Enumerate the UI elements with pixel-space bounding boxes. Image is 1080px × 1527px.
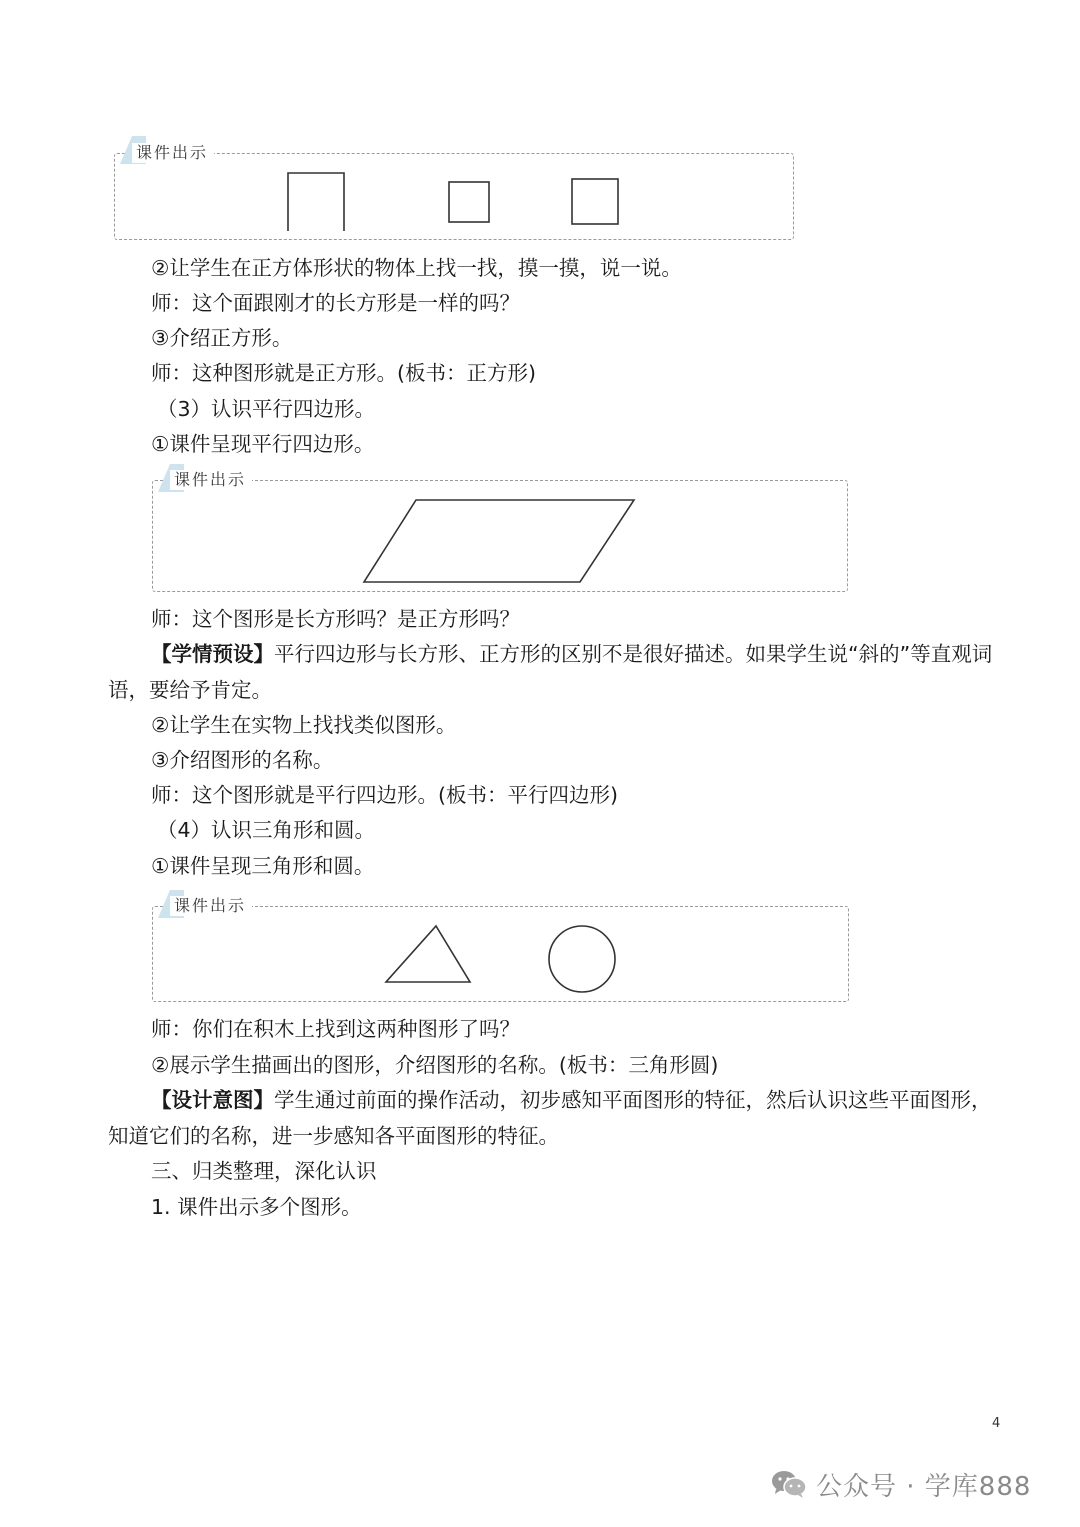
text-line: 师：这个面跟刚才的长方形是一样的吗？ [151,291,520,315]
text-line: 师：这个图形就是平行四边形。(板书：平行四边形) [151,783,618,807]
watermark [770,1464,1031,1504]
text-line: （3）认识平行四边形。 [157,397,376,421]
text-line: ①课件呈现平行四边形。 [151,432,375,456]
design-intent-paragraph [108,1082,1003,1154]
parallelogram-shape [364,500,634,582]
text-line: 师：这种图形就是正方形。(板书：正方形) [151,361,536,385]
section-heading: 三、归类整理，深化认识 [151,1159,377,1183]
text-line: ②让学生在正方体形状的物体上找一找，摸一摸，说一说。 [151,256,682,280]
watermark-text: 公众号 · 学库888 [816,1471,1032,1502]
shapes-box-3 [152,906,849,1002]
square-shape [572,179,618,224]
text-line: ②让学生在实物上找找类似图形。 [151,713,457,737]
wechat-icon [770,1468,808,1500]
preset-tag: 【学情预设】 [151,642,274,666]
circle-shape [549,926,615,992]
triangle-shape [386,926,470,982]
preset-paragraph [108,636,1003,708]
shapes-box-2 [152,480,848,592]
preset-text: 平行四边形与长方形、正方形的区别不是很好描述。如果学生说“斜的”等直观词语，要给予肯定。 [108,642,993,702]
courseware-label: 课件出示 [132,143,214,163]
text-line: 师：你们在积木上找到这两种图形了吗？ [151,1017,520,1041]
page-number: 4 [992,1416,1001,1431]
text-line: ②展示学生描画出的图形，介绍图形的名称。(板书：三角形圆) [151,1053,719,1077]
shapes-box-1 [114,153,794,239]
design-intent-tag: 【设计意图】 [151,1088,274,1112]
text-line: 1. 课件出示多个图形。 [151,1195,362,1219]
text-line: ③介绍图形的名称。 [151,748,334,772]
square-shape [449,182,489,222]
courseware-label: 课件出示 [170,470,252,490]
text-line: ①课件呈现三角形和圆。 [151,854,375,878]
courseware-label: 课件出示 [170,896,252,916]
design-intent-text: 学生通过前面的操作活动，初步感知平面图形的特征，然后认识这些平面图形，知道它们的名称，进一步感知各平面图形的特征。 [108,1088,992,1148]
text-line: 师：这个图形是长方形吗？是正方形吗？ [151,607,520,631]
text-line: ③介绍正方形。 [151,326,293,350]
text-line: （4）认识三角形和圆。 [157,818,376,842]
rectangle-shape [288,173,344,231]
